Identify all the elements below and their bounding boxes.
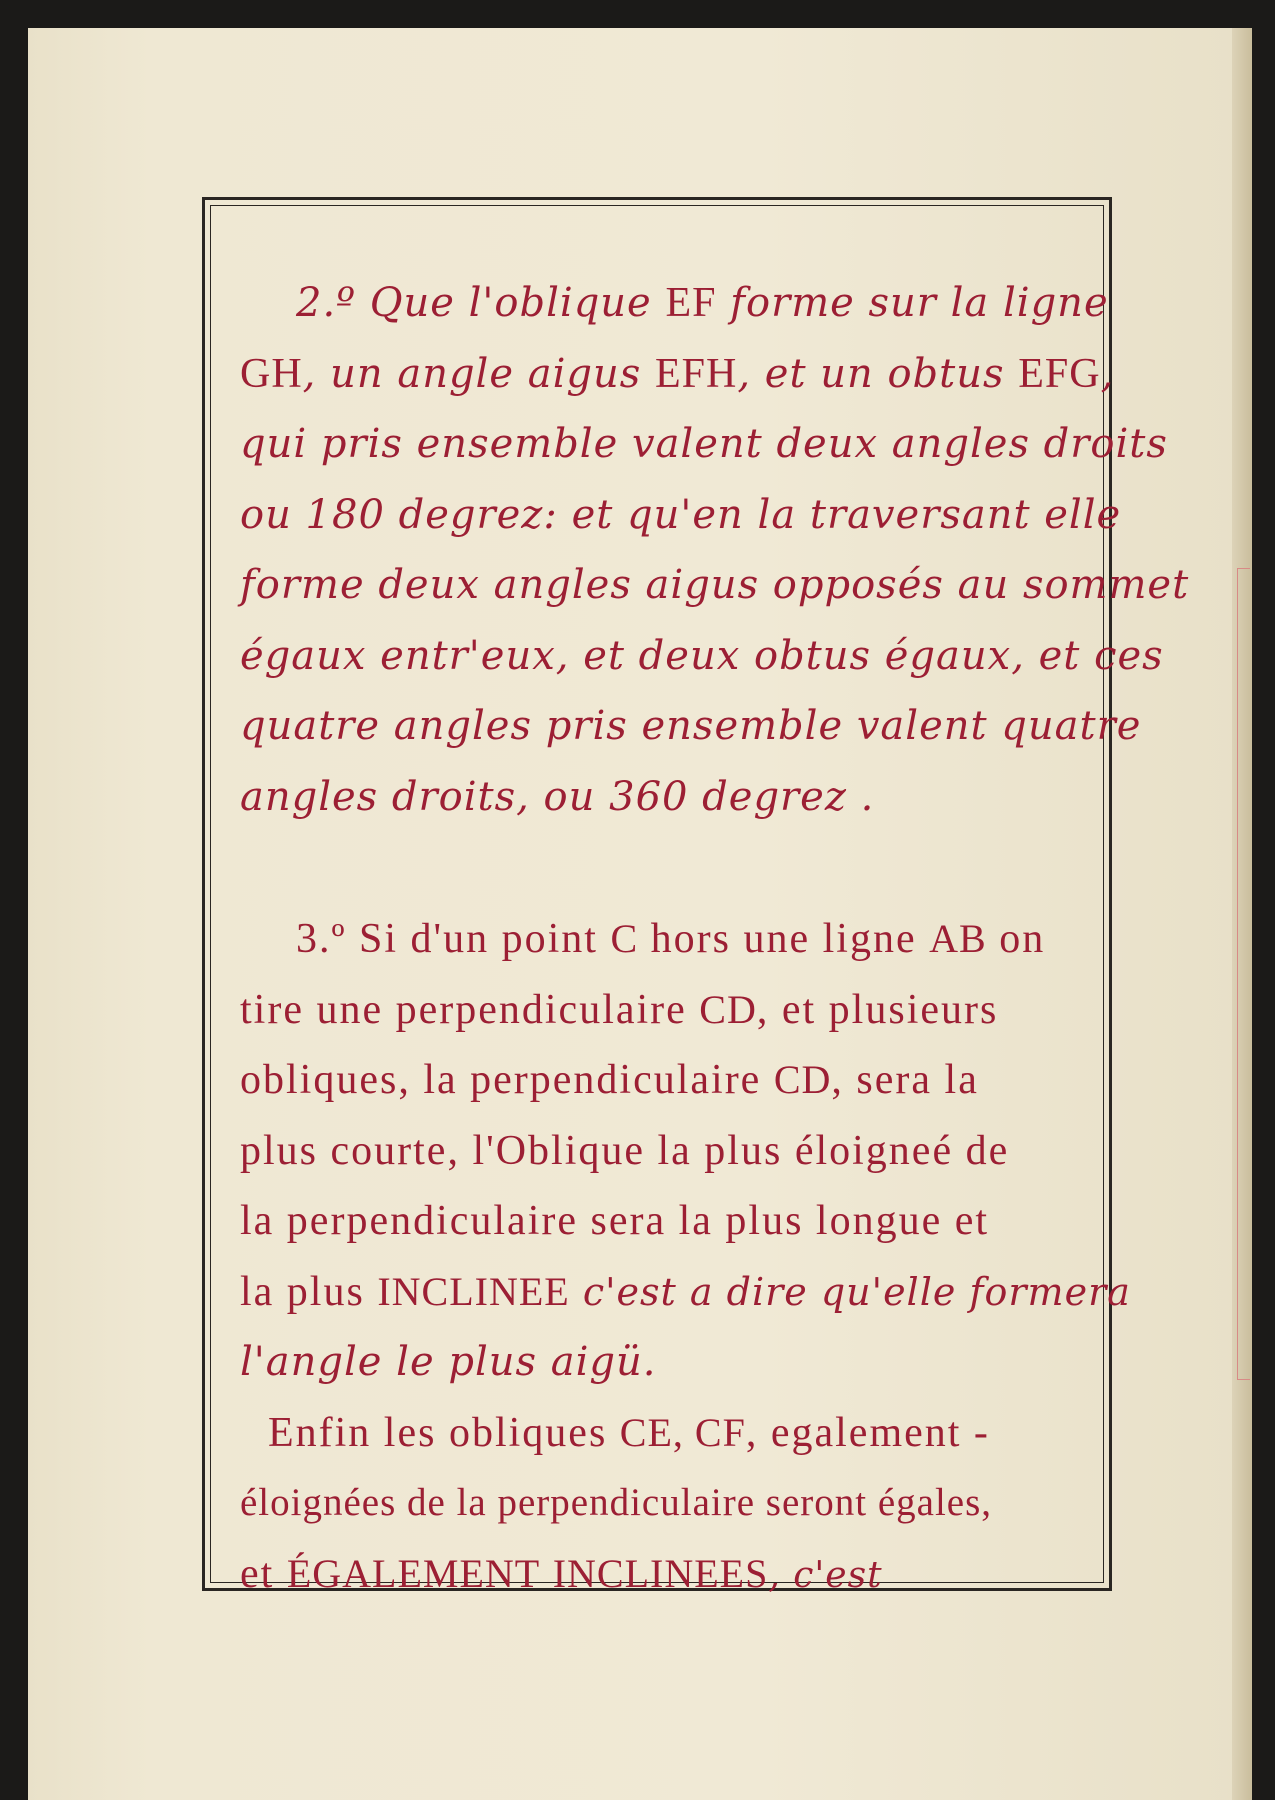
text-line: Enfin les obliques CE, CF, egalement - — [268, 1409, 990, 1456]
text-line: qui pris ensemble valent deux angles droits — [240, 421, 1168, 467]
text-line: forme deux angles aigus opposés au sommet — [240, 562, 1190, 608]
text-line: éloignées de la perpendiculaire seront égales, — [240, 1481, 993, 1524]
text-line: angles droits, ou 360 degrez . — [240, 773, 875, 820]
text-line: ou 180 degrez: et qu'en la traversant elle — [240, 491, 1122, 538]
text-line: GH, un angle aigus EFH, et un obtus EFG, — [240, 350, 1115, 397]
text-line: 3.º Si d'un point C hors une ligne AB on — [296, 916, 1046, 962]
text-line: quatre angles pris ensemble valent quatre — [240, 703, 1142, 749]
text-line: égaux entr'eux, et deux obtus égaux, et ces — [240, 632, 1164, 679]
text-line: la perpendiculaire sera la plus longue et — [240, 1198, 990, 1244]
text-line: et ÉGALEMENT INCLINEES, c'est — [240, 1550, 883, 1597]
text-line: plus courte, l'Oblique la plus éloigneé de — [240, 1127, 1010, 1174]
text-line: 2.º Que l'oblique EF forme sur la ligne — [296, 280, 1109, 326]
text-line: la plus INCLINEE c'est a dire qu'elle formera — [240, 1268, 1131, 1315]
text-line: obliques, la perpendiculaire CD, sera la — [240, 1057, 979, 1103]
text-line: tire une perpendiculaire CD, et plusieurs — [240, 986, 999, 1033]
paragraph-gap — [240, 832, 1080, 904]
text-line: l'angle le plus aigü. — [240, 1339, 657, 1385]
manuscript-text — [240, 268, 1190, 1609]
library-stamp-mark — [1237, 568, 1250, 1380]
